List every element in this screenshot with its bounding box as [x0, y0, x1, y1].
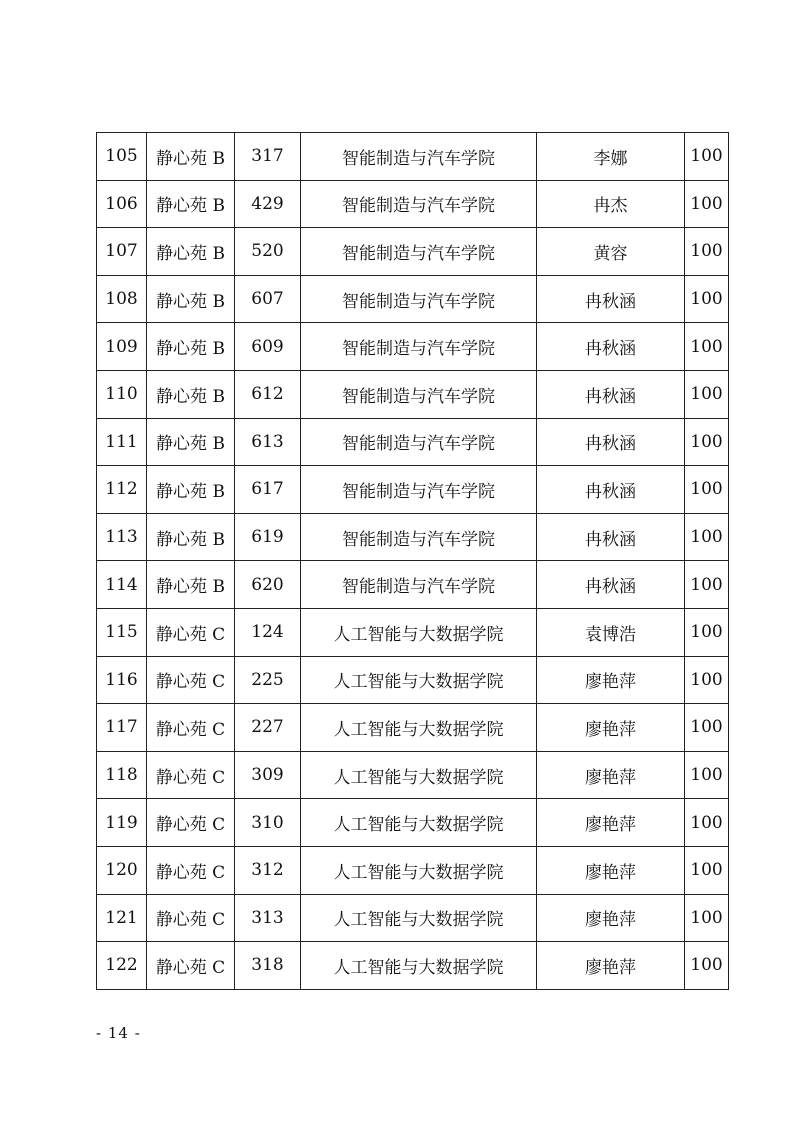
building-cell: 静心苑 B — [147, 275, 235, 323]
college-cell: 智能制造与汽车学院 — [301, 275, 537, 323]
building-cell: 静心苑 C — [147, 608, 235, 656]
row-index-cell: 116 — [97, 656, 147, 704]
table-row — [97, 608, 729, 656]
college-cell: 人工智能与大数据学院 — [301, 942, 537, 990]
room-number-cell: 620 — [235, 561, 301, 609]
row-index-cell: 121 — [97, 894, 147, 942]
building-cell: 静心苑 B — [147, 228, 235, 276]
counselor-cell: 袁博浩 — [537, 608, 685, 656]
table-row — [97, 228, 729, 276]
score-cell: 100 — [685, 466, 729, 514]
building-cell: 静心苑 C — [147, 942, 235, 990]
room-number-cell: 619 — [235, 513, 301, 561]
counselor-cell: 廖艳萍 — [537, 799, 685, 847]
score-cell: 100 — [685, 751, 729, 799]
score-cell: 100 — [685, 275, 729, 323]
row-index-cell: 111 — [97, 418, 147, 466]
score-cell: 100 — [685, 704, 729, 752]
table-row — [97, 846, 729, 894]
room-number-cell: 310 — [235, 799, 301, 847]
counselor-cell: 冉秋涵 — [537, 275, 685, 323]
college-cell: 智能制造与汽车学院 — [301, 561, 537, 609]
table-row — [97, 466, 729, 514]
score-cell: 100 — [685, 846, 729, 894]
row-index-cell: 120 — [97, 846, 147, 894]
score-cell: 100 — [685, 513, 729, 561]
room-number-cell: 318 — [235, 942, 301, 990]
row-index-cell: 108 — [97, 275, 147, 323]
score-cell: 100 — [685, 656, 729, 704]
room-number-cell: 225 — [235, 656, 301, 704]
counselor-cell: 廖艳萍 — [537, 704, 685, 752]
college-cell: 智能制造与汽车学院 — [301, 228, 537, 276]
score-cell: 100 — [685, 418, 729, 466]
row-index-cell: 119 — [97, 799, 147, 847]
building-cell: 静心苑 B — [147, 561, 235, 609]
dorm-score-table — [96, 132, 729, 990]
building-cell: 静心苑 B — [147, 513, 235, 561]
row-index-cell: 109 — [97, 323, 147, 371]
table-row — [97, 370, 729, 418]
score-cell: 100 — [685, 180, 729, 228]
room-number-cell: 429 — [235, 180, 301, 228]
table-row — [97, 323, 729, 371]
college-cell: 人工智能与大数据学院 — [301, 751, 537, 799]
counselor-cell: 冉秋涵 — [537, 513, 685, 561]
score-cell: 100 — [685, 370, 729, 418]
row-index-cell: 118 — [97, 751, 147, 799]
row-index-cell: 115 — [97, 608, 147, 656]
counselor-cell: 冉秋涵 — [537, 323, 685, 371]
college-cell: 人工智能与大数据学院 — [301, 656, 537, 704]
counselor-cell: 廖艳萍 — [537, 846, 685, 894]
room-number-cell: 617 — [235, 466, 301, 514]
row-index-cell: 110 — [97, 370, 147, 418]
building-cell: 静心苑 B — [147, 133, 235, 181]
college-cell: 智能制造与汽车学院 — [301, 466, 537, 514]
table-body — [97, 133, 729, 990]
room-number-cell: 609 — [235, 323, 301, 371]
room-number-cell: 607 — [235, 275, 301, 323]
building-cell: 静心苑 B — [147, 418, 235, 466]
room-number-cell: 124 — [235, 608, 301, 656]
score-cell: 100 — [685, 228, 729, 276]
table-row — [97, 894, 729, 942]
room-number-cell: 227 — [235, 704, 301, 752]
building-cell: 静心苑 B — [147, 323, 235, 371]
table-row — [97, 180, 729, 228]
counselor-cell: 冉秋涵 — [537, 466, 685, 514]
college-cell: 人工智能与大数据学院 — [301, 608, 537, 656]
counselor-cell: 廖艳萍 — [537, 656, 685, 704]
college-cell: 智能制造与汽车学院 — [301, 323, 537, 371]
counselor-cell: 冉秋涵 — [537, 561, 685, 609]
score-cell: 100 — [685, 608, 729, 656]
row-index-cell: 122 — [97, 942, 147, 990]
building-cell: 静心苑 C — [147, 846, 235, 894]
building-cell: 静心苑 C — [147, 656, 235, 704]
row-index-cell: 117 — [97, 704, 147, 752]
score-cell: 100 — [685, 942, 729, 990]
college-cell: 人工智能与大数据学院 — [301, 894, 537, 942]
counselor-cell: 冉秋涵 — [537, 418, 685, 466]
building-cell: 静心苑 C — [147, 799, 235, 847]
building-cell: 静心苑 B — [147, 466, 235, 514]
row-index-cell: 112 — [97, 466, 147, 514]
counselor-cell: 廖艳萍 — [537, 751, 685, 799]
college-cell: 智能制造与汽车学院 — [301, 180, 537, 228]
counselor-cell: 李娜 — [537, 133, 685, 181]
table-row — [97, 513, 729, 561]
score-cell: 100 — [685, 799, 729, 847]
table-row — [97, 275, 729, 323]
score-cell: 100 — [685, 894, 729, 942]
building-cell: 静心苑 C — [147, 894, 235, 942]
room-number-cell: 520 — [235, 228, 301, 276]
room-number-cell: 317 — [235, 133, 301, 181]
room-number-cell: 313 — [235, 894, 301, 942]
building-cell: 静心苑 B — [147, 370, 235, 418]
table-row — [97, 799, 729, 847]
room-number-cell: 312 — [235, 846, 301, 894]
building-cell: 静心苑 B — [147, 180, 235, 228]
room-number-cell: 309 — [235, 751, 301, 799]
table-row — [97, 133, 729, 181]
building-cell: 静心苑 C — [147, 751, 235, 799]
table-row — [97, 751, 729, 799]
college-cell: 人工智能与大数据学院 — [301, 704, 537, 752]
college-cell: 智能制造与汽车学院 — [301, 133, 537, 181]
row-index-cell: 107 — [97, 228, 147, 276]
college-cell: 人工智能与大数据学院 — [301, 799, 537, 847]
row-index-cell: 113 — [97, 513, 147, 561]
table-row — [97, 942, 729, 990]
table-row — [97, 418, 729, 466]
score-cell: 100 — [685, 561, 729, 609]
table-row — [97, 656, 729, 704]
counselor-cell: 廖艳萍 — [537, 942, 685, 990]
building-cell: 静心苑 C — [147, 704, 235, 752]
room-number-cell: 613 — [235, 418, 301, 466]
score-cell: 100 — [685, 323, 729, 371]
counselor-cell: 冉秋涵 — [537, 370, 685, 418]
college-cell: 智能制造与汽车学院 — [301, 418, 537, 466]
row-index-cell: 105 — [97, 133, 147, 181]
row-index-cell: 106 — [97, 180, 147, 228]
counselor-cell: 廖艳萍 — [537, 894, 685, 942]
table-row — [97, 561, 729, 609]
college-cell: 智能制造与汽车学院 — [301, 370, 537, 418]
counselor-cell: 黄容 — [537, 228, 685, 276]
room-number-cell: 612 — [235, 370, 301, 418]
table-row — [97, 704, 729, 752]
row-index-cell: 114 — [97, 561, 147, 609]
counselor-cell: 冉杰 — [537, 180, 685, 228]
page-number: - 14 - — [96, 1024, 141, 1042]
college-cell: 智能制造与汽车学院 — [301, 513, 537, 561]
college-cell: 人工智能与大数据学院 — [301, 846, 537, 894]
score-cell: 100 — [685, 133, 729, 181]
